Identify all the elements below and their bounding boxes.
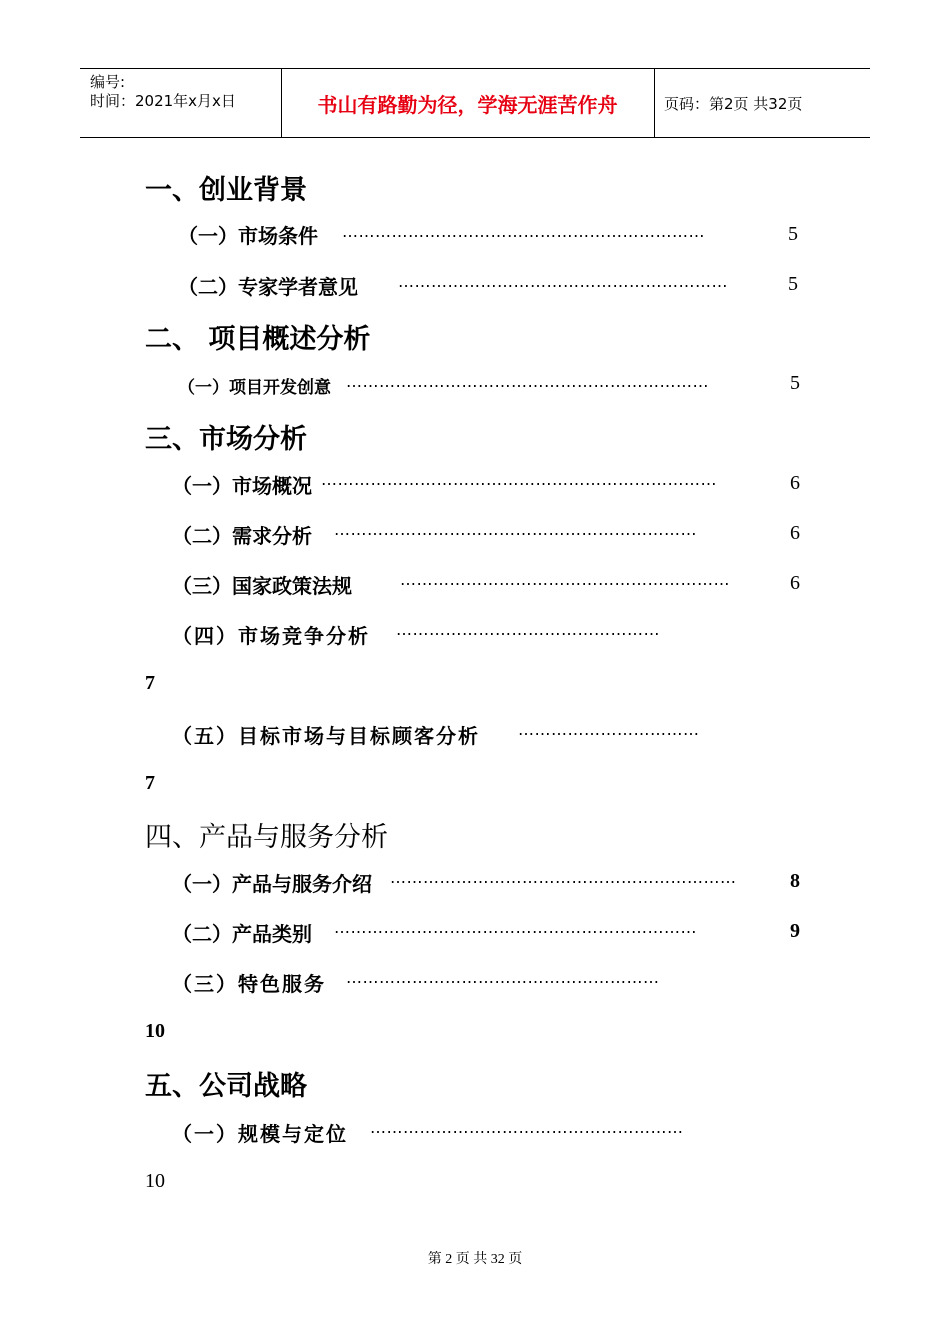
toc-page-number: 10: [145, 1020, 165, 1042]
toc-leader-dots: ……………………………: [518, 720, 700, 739]
toc-item-label[interactable]: （二）产品类别: [172, 922, 312, 946]
toc-page-number: 8: [790, 870, 800, 892]
toc-leader-dots: ……………………………………………………: [398, 272, 728, 291]
toc-item-label[interactable]: （一）项目开发创意: [178, 378, 331, 398]
header-time: 时间：2021年x月x日: [90, 92, 236, 110]
page-footer: 第 2 页 共 32 页: [427, 1252, 523, 1267]
toc-leader-dots: …………………………………………………………: [346, 372, 709, 391]
toc-item-label[interactable]: （二）专家学者意见: [178, 275, 358, 299]
toc-page-number: 5: [788, 223, 798, 245]
toc-heading-2: 二、 项目概述分析: [145, 324, 371, 355]
toc-leader-dots: …………………………………………………: [370, 1118, 684, 1137]
header-number: 编号:: [90, 73, 126, 91]
toc-leader-dots: …………………………………………………………: [334, 520, 697, 539]
toc-item-label[interactable]: （四）市场竞争分析: [172, 624, 370, 648]
toc-page-number: 5: [788, 273, 798, 295]
toc-item-label[interactable]: （一）市场条件: [178, 224, 318, 248]
toc-heading-3: 三、市场分析: [145, 424, 307, 455]
toc-page-number: 7: [145, 772, 155, 794]
toc-item-label[interactable]: （一）产品与服务介绍: [172, 872, 372, 896]
toc-leader-dots: ………………………………………………………………: [321, 470, 717, 489]
toc-leader-dots: …………………………………………………………: [342, 222, 705, 241]
toc-page-number: 6: [790, 472, 800, 494]
toc-page-number: 5: [790, 372, 800, 394]
toc-page-number: 6: [790, 522, 800, 544]
toc-heading-1: 一、创业背景: [145, 175, 307, 206]
toc-heading-4: 四、产品与服务分析: [145, 822, 388, 853]
toc-item-label[interactable]: （一）规模与定位: [172, 1122, 348, 1146]
header-page-info: 页码：第2页 共32页: [664, 94, 803, 113]
toc-item-label[interactable]: （一）市场概况: [172, 474, 312, 498]
toc-page-number: 10: [145, 1170, 165, 1192]
toc-leader-dots: ……………………………………………………: [400, 570, 730, 589]
toc-page-number: 7: [145, 672, 155, 694]
toc-page-number: 6: [790, 572, 800, 594]
toc-leader-dots: ………………………………………………………: [390, 868, 737, 887]
toc-item-label[interactable]: （五）目标市场与目标顾客分析: [172, 724, 480, 748]
toc-leader-dots: …………………………………………: [396, 620, 660, 639]
toc-page-number: 9: [790, 920, 800, 942]
toc-item-label[interactable]: （二）需求分析: [172, 524, 312, 548]
toc-item-label[interactable]: （三）国家政策法规: [172, 574, 352, 598]
toc-item-label[interactable]: （三）特色服务: [172, 972, 326, 996]
header-meta: [90, 73, 236, 111]
toc-leader-dots: …………………………………………………: [346, 968, 660, 987]
toc-leader-dots: …………………………………………………………: [334, 918, 697, 937]
page-header: [80, 68, 870, 138]
header-divider: [654, 69, 655, 137]
toc-heading-5: 五、公司战略: [145, 1071, 307, 1102]
header-motto: 书山有路勤为径，学海无涯苦作舟: [317, 92, 618, 117]
